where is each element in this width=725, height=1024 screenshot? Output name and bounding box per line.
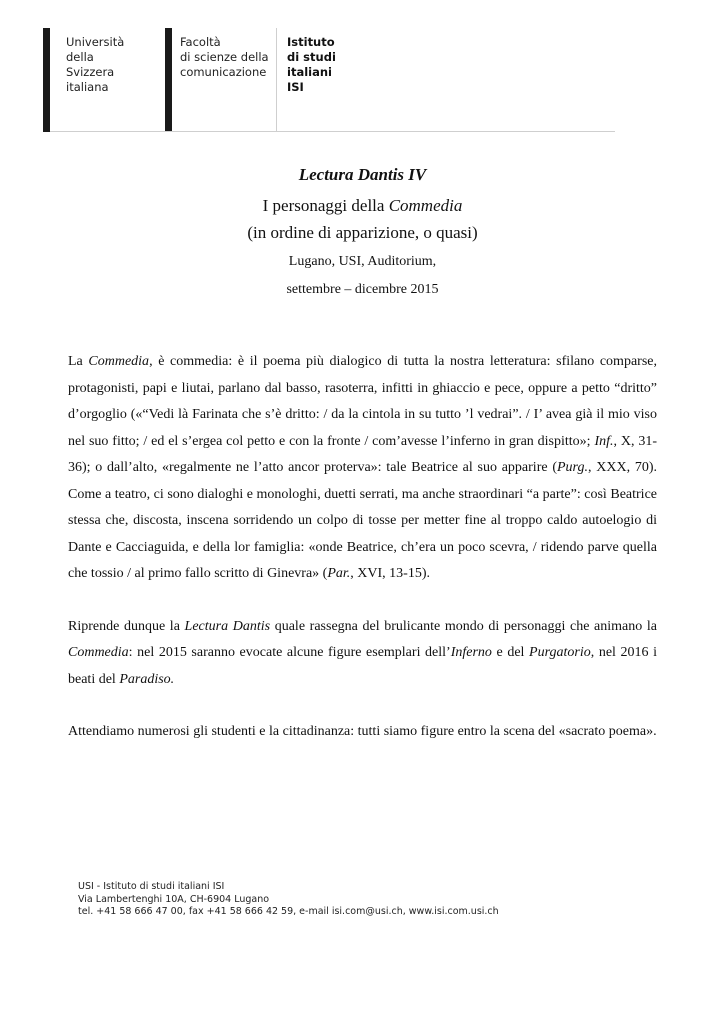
letterhead-line: della <box>66 50 94 64</box>
letterhead-line: di scienze della <box>180 50 269 64</box>
italic-run: Inf. <box>594 433 614 449</box>
italic-run: Paradiso. <box>119 671 175 687</box>
letterhead-line: italiani <box>287 65 332 79</box>
italic-run: Commedia <box>88 354 150 369</box>
letterhead-line: Facoltà <box>180 35 221 49</box>
text-run: La <box>68 354 89 369</box>
subtitle-text: I personaggi della <box>262 196 389 215</box>
letterhead-bar-middle <box>165 28 172 132</box>
letterhead-line: comunicazione <box>180 65 267 79</box>
text-run: , X, 31-36); o dall’alto, «regalmente ne l’atto ancor proterva»: tale Beatrice al suo apparire ( <box>68 433 657 475</box>
paragraph-3 <box>68 719 657 746</box>
letterhead-line: Università <box>66 35 125 49</box>
text-run: : nel 2015 saranno evocate alcune figure esemplari dell’ <box>128 645 451 660</box>
italic-run: Lectura Dantis <box>184 618 271 634</box>
text-run: , XVI, 13-15). <box>350 566 430 581</box>
letterhead-faculty <box>180 35 269 80</box>
letterhead-university <box>66 35 124 95</box>
footer-line-contacts: tel. +41 58 666 47 00, fax +41 58 666 42 59, e-mail isi.com@usi.ch, www.isi.com.usi.ch <box>78 906 499 917</box>
footer-line-institute: USI - Istituto di studi italiani ISI <box>78 881 225 892</box>
document-title: Lectura Dantis IV <box>298 165 427 184</box>
italic-run: Purgatorio <box>529 645 591 660</box>
italic-run: Commedia <box>68 645 129 660</box>
footer-line-address: Via Lambertenghi 10A, CH-6904 Lugano <box>78 893 270 905</box>
text-run: Riprende dunque la <box>68 618 185 634</box>
document-subtitle-2: (in ordine di apparizione, o quasi) <box>247 223 478 242</box>
text-run: , è commedia: è il poema più dialogico di tutta la nostra letteratura: sfilano comparse, protagonisti, papi e liutai, parlano dal basso, rasoterra, infitti in ghiaccio e pece, oppure a petto “dritto” d’orgoglio («“Vedi là Farinata che s’è dritto: / da la cintola in su tutto ’l vedrai”. / I’ avea già il mio viso nel suo fitto; / ed el s’ergea col petto e con la fronte / com’avesse l’inferno in gran dispitto»; <box>68 354 657 449</box>
event-place: Lugano, USI, Auditorium, <box>288 254 437 269</box>
title-block <box>0 164 725 302</box>
italic-run: Purg. <box>557 460 588 475</box>
text-run: Attendiamo numerosi gli studenti e la cittadinanza: tutti siamo figure entro la scena del «sacrato poema». <box>68 724 657 739</box>
subtitle-italic: Commedia <box>388 196 463 215</box>
event-dates: settembre – dicembre 2015 <box>286 282 439 297</box>
letterhead-line: Svizzera <box>66 65 115 79</box>
text-run: , nel 2016 i beati del <box>68 645 657 687</box>
text-run: quale rassegna del brulicante mondo di personaggi che animano la <box>270 618 657 634</box>
footer-address <box>78 881 499 919</box>
paragraph-2 <box>68 614 657 694</box>
letterhead-line: italiana <box>66 80 109 94</box>
letterhead-line: Istituto <box>287 35 335 49</box>
italic-run: Inferno <box>450 645 492 660</box>
body-text <box>68 349 657 746</box>
text-run: , XXX, 70). Come a teatro, ci sono dialoghi e monologhi, duetti serrati, ma anche straordinari “a parte”: così Beatrice stessa che, discosta, inscena sorridendo un colpo di tosse per metter fine al troppo caldo autoelogio di Dante e Cacciaguida, e della lor famiglia: «onde Beatrice, ch’era un poco scevra, / ridendo parve quella che tossio / al primo fallo scritto di Ginevra» ( <box>68 460 657 581</box>
letterhead-line: di studi <box>287 50 336 64</box>
letterhead-rule <box>50 131 615 132</box>
letterhead-bar-left <box>43 28 50 132</box>
italic-run: Par. <box>327 566 351 581</box>
paragraph-1 <box>68 349 657 588</box>
text-run: e del <box>491 645 530 660</box>
letterhead-line: ISI <box>287 80 304 94</box>
letterhead-institute <box>287 35 336 95</box>
document-subtitle <box>0 192 725 220</box>
letterhead-divider <box>276 28 277 131</box>
